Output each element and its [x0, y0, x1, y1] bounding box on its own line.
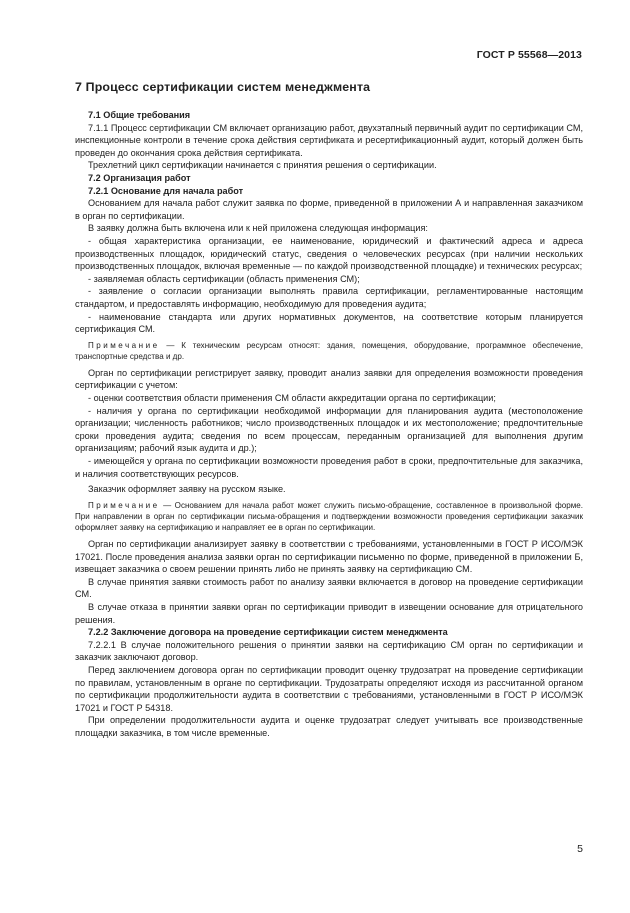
subsection-title-7-2-1: 7.2.1 Основание для начала работ	[88, 185, 244, 196]
list-item: - имеющейся у органа по сертификации возможности проведения работ в сроки, предпочтительные для заказчика, и наличия соответствующих ресурсов.	[75, 456, 583, 479]
paragraph-7-1-1: 7.1.1 Процесс сертификации СМ включает организацию работ, двухэтапный первичный аудит по сертификации СМ, инспекционные контроли в течение срока действия сертификата и ресертификационный аудит, который должен быть проведен до окончания срока действия сертификата.	[75, 122, 583, 158]
paragraph-application-registration: Орган по сертификации регистрирует заявку, проводит анализ заявки для определения возможности проведения сертификации с учетом:	[75, 367, 583, 391]
list-item: - наличия у органа по сертификации необходимой информации для планирования аудита (местоположение организации; численность работников; число производственных площадок и их местоположение; предпочтительные сроки проведения аудита; сведения по всем процессам, переданным организацией для выполнения другим организациям; рабочий язык аудита и др.);	[75, 405, 583, 454]
subsection-title-7-1: 7.1 Общие требования	[88, 110, 191, 120]
list-item: - общая характеристика организации, ее наименование, юридический и фактический адреса и адреса производственных площадок, юридический статус, сведения о человеческих ресурсах (при наличии нескольких производственных площадок, включая временные — по каждой производственной площадке) и технических ресурсах;	[75, 235, 583, 272]
paragraph-certification-cycle: Трехлетний цикл сертификации начинается с принятия решения о сертификации.	[88, 160, 437, 171]
list-item: - заявление о согласии организации выполнять правила сертификации, регламентированные настоящим стандартом, и предоставлять информацию, необходимую для проведения аудита;	[75, 286, 583, 309]
note-text: — К техническим ресурсам относят: здания, помещения, оборудование, программное обеспечение, транспортные средства и др.	[75, 340, 583, 361]
paragraph-audit-duration: При определении продолжительности аудита и оценке трудозатрат следует учитывать все производственные площадки заказчика, в том числе временные.	[75, 715, 583, 738]
subsection-title-7-2: 7.2 Организация работ	[88, 172, 191, 183]
note-request-letter	[75, 500, 583, 533]
note-label: Примечание	[88, 340, 160, 350]
standard-header: ГОСТ Р 55568—2013	[476, 49, 582, 61]
note-label: Примечание	[88, 500, 160, 510]
paragraph-application-basis: Основанием для начала работ служит заявка по форме, приведенной в приложении А и направленная заказчиком в орган по сертификации.	[75, 198, 583, 221]
list-item: - оценки соответствия области применения СМ области аккредитации органа по сертификации;	[88, 393, 496, 404]
note-text: — Основанием для начала работ может служить письмо-обращение, составленное в произвольной форме. При направлении в орган по сертификации письма-обращения и подтверждении возможности проведения сертификации заказчик оформляет заявку на сертификацию и направляет ее в орган по сертификации.	[75, 500, 583, 532]
list-item: - наименование стандарта или других нормативных документов, на соответствие которым планируется сертификация СМ.	[75, 311, 583, 335]
paragraph-application-analysis: Орган по сертификации анализирует заявку в соответствии с требованиями, установленными в ГОСТ Р ИСО/МЭК 17021. После проведения анализа заявки орган по сертификации письменно по форме, приведенной в приложении Б, извещает заказчика о своем решении принять либо не принять заявку на сертификацию СМ.	[75, 539, 583, 575]
note-technical-resources	[75, 340, 583, 362]
section-title: 7 Процесс сертификации систем менеджмента	[75, 80, 371, 94]
paragraph-7-2-2-1: 7.2.2.1 В случае положительного решения о принятии заявки на сертификацию СМ орган по сертификации и заказчик заключают договор.	[75, 639, 583, 663]
paragraph-acceptance-cost: В случае принятия заявки стоимость работ по анализу заявки включается в договор на проведение сертификации СМ.	[75, 576, 583, 600]
page-content	[75, 80, 583, 740]
paragraph-russian-language: Заказчик оформляет заявку на русском языке.	[88, 484, 286, 495]
subsection-title-7-2-2: 7.2.2 Заключение договора на проведение сертификации систем менеджмента	[88, 627, 448, 638]
paragraph-rejection: В случае отказа в принятии заявки орган по сертификации приводит в извещении основание для отрицательного решения.	[75, 602, 583, 625]
paragraph-application-contents: В заявку должна быть включена или к ней приложена следующая информация:	[88, 223, 428, 234]
list-item: - заявляемая область сертификации (область применения СМ);	[88, 273, 360, 284]
page-number: 5	[577, 843, 583, 855]
paragraph-labor-assessment: Перед заключением договора орган по сертификации проводит оценку трудозатрат на проведение сертификации по правилам, установленным в органе по сертификации. Трудозатраты определяют исходя из рассчитанной органом по сертификации продолжительности аудита в соответствии с требованиями, установленными в ГОСТ Р ИСО/МЭК 17021 и ГОСТ Р 54318.	[75, 665, 583, 713]
